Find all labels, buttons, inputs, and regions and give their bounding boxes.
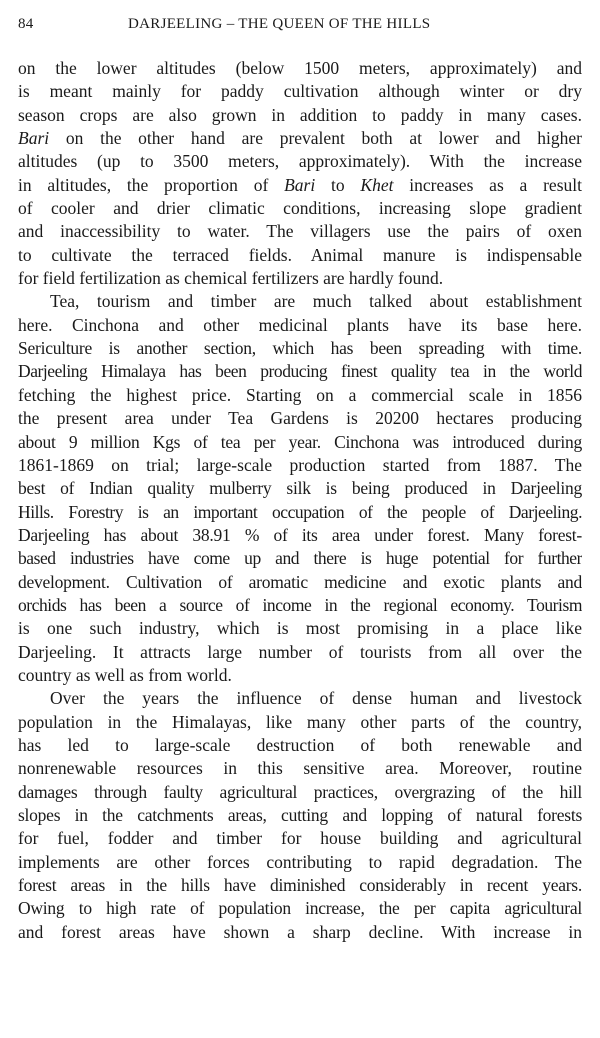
text-line: country as well as from world. <box>18 664 232 685</box>
text-line: the present area under Tea Gardens is 20200 hectares producing <box>18 408 582 429</box>
text-line: of cooler and drier climatic conditions, increasing slope gradient <box>18 198 582 219</box>
text-line: 1861-1869 on trial; large-scale production started from 1887. The <box>18 454 582 475</box>
paragraph <box>18 57 582 290</box>
italic-term: Khet <box>360 174 394 195</box>
page-header <box>18 16 582 36</box>
paragraph <box>18 290 582 687</box>
italic-term: Bari <box>18 128 50 149</box>
text-line: in altitudes, the proportion of Bari to Khet increases as a result <box>18 174 582 195</box>
text-line: is meant mainly for paddy cultivation although winter or dry <box>18 81 582 102</box>
text-line: on the lower altitudes (below 1500 meters, approximately) and <box>18 58 582 78</box>
text-line: about 9 million Kgs of tea per year. Cinchona was introduced during <box>18 431 582 452</box>
text-line: and forest areas have shown a sharp decline. With increase in <box>18 921 582 942</box>
text-line: here. Cinchona and other medicinal plants have its base here. <box>18 314 582 335</box>
text-line: Darjeeling. It attracts large number of tourists from all over the <box>18 641 582 662</box>
text-line: for field fertilization as chemical fertilizers are hardly found. <box>18 268 444 289</box>
text-line: Darjeeling has about 38.91 % of its area under forest. Many forest- <box>18 524 582 545</box>
text-line: has led to large-scale destruction of both renewable and <box>18 734 582 755</box>
text-line: Tea, tourism and timber are much talked about establishment <box>50 291 582 312</box>
page-number: 84 <box>18 16 34 32</box>
text-line: best of Indian quality mulberry silk is being produced in Darjeeling <box>18 478 582 499</box>
text-line: and inaccessibility to water. The villagers use the pairs of oxen <box>18 221 582 242</box>
text-line: Darjeeling Himalaya has been producing finest quality tea in the world <box>18 361 582 382</box>
text-line: to cultivate the terraced fields. Animal manure is indispensable <box>18 244 582 265</box>
running-head: DARJEELING – THE QUEEN OF THE HILLS <box>128 16 431 32</box>
text-line: nonrenewable resources in this sensitive area. Moreover, routine <box>18 758 582 779</box>
text-line: implements are other forces contributing to rapid degradation. The <box>18 851 582 872</box>
body-text <box>18 57 582 944</box>
text-line: altitudes (up to 3500 meters, approximately). With the increase <box>18 151 582 172</box>
text-line: forest areas in the hills have diminished considerably in recent years. <box>18 875 582 896</box>
text-line: development. Cultivation of aromatic medicine and exotic plants and <box>18 571 582 592</box>
text-line: population in the Himalayas, like many other parts of the country, <box>18 711 582 732</box>
text-line: season crops are also grown in addition to paddy in many cases. <box>18 104 582 125</box>
text-line: slopes in the catchments areas, cutting and lopping of natural forests <box>18 805 582 825</box>
italic-term: Bari <box>284 174 316 195</box>
paragraph <box>18 687 582 944</box>
text-line: for fuel, fodder and timber for house building and agricultural <box>18 828 582 849</box>
text-line: based industries have come up and there is huge potential for further <box>18 548 582 569</box>
text-line: Hills. Forestry is an important occupation of the people of Darjeeling. <box>18 501 582 522</box>
text-line: Sericulture is another section, which has been spreading with time. <box>18 338 582 359</box>
text-line: Over the years the influence of dense human and livestock <box>50 688 582 709</box>
text-line: Bari on the other hand are prevalent both at lower and higher <box>18 128 582 149</box>
text-line: is one such industry, which is most promising in a place like <box>18 618 582 639</box>
text-line: Owing to high rate of population increase, the per capita agricultural <box>18 898 582 919</box>
text-line: fetching the highest price. Starting on a commercial scale in 1856 <box>18 384 582 405</box>
text-line: orchids has been a source of income in the regional economy. Tourism <box>18 594 582 615</box>
text-line: damages through faulty agricultural practices, overgrazing of the hill <box>18 781 582 802</box>
